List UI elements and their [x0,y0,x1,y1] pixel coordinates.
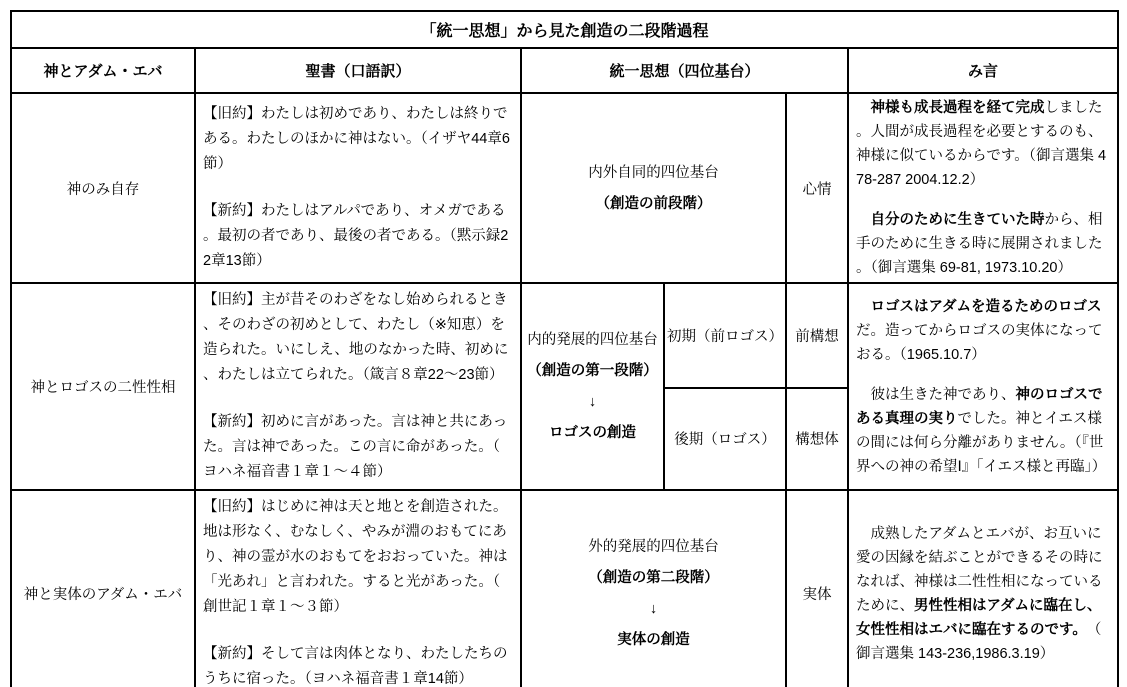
period-cell-early: 初期（前ロゴス） [664,283,786,388]
header-row [11,48,1118,93]
bible-cell-row1: 【旧約】わたしは初めであり、わたしは終りである。わたしのほかに神はない。（イザヤ44章6節） 【新約】わたしはアルパであり、オメガである。最初の者であり、最後の者である。（黙示録22章13節） [195,93,521,283]
stage-cell-pre-concept: 前構想 [786,283,848,388]
header-subject-column: 神とアダム・エバ [11,48,195,93]
row-god-logos-early [11,283,1118,388]
stage-cell-heart: 心情 [786,93,848,283]
row-god-self-existence [11,93,1118,283]
foundation-cell-row2: 内的発展的四位基台 （創造の第一段階） ↓ ロゴスの創造 [521,283,664,490]
table-title: 「統一思想」から見た創造の二段階過程 [11,11,1118,48]
bible-cell-row2: 【旧約】主が昔そのわざをなし始められるとき、そのわざの初めとして、わたし（※知恵）を造られた。いにしえ、地のなかった時、初めに、わたしは立てられた。（箴言８章22～23節） 【新約】初めに言があった。言は神と共にあった。言は神であった。この言に命があった。（ヨハネ福音書１章１～４節） [195,283,521,490]
header-words-column: み言 [848,48,1118,93]
row-label-god-only: 神のみ自存 [11,93,195,283]
title-row [11,11,1118,48]
words-cell-row1: 神様も成長過程を経て完成しました。人間が成長過程を必要とするのも、神様に似ているからです。（御言選集 478-287 2004.12.2） 自分のために生きていた時から、相手のために生きる時に展開されました。（御言選集 69-81, 1973.10.20） [848,93,1118,283]
stage-cell-concept-body: 構想体 [786,388,848,490]
foundation-cell-row3: 外的発展的四位基台 （創造の第二段階） ↓ 実体の創造 [521,490,786,687]
words-cell-row2: ロゴスはアダムを造るためのロゴスだ。造ってからロゴスの実体になっておる。（1965.10.7） 彼は生きた神であり、神のロゴスである真理の実りでした。神とイエス様の間には何ら分離がありません。（『世界への神の希望Ⅰ』「イエス様と再臨」） [848,283,1118,490]
row-god-substantial-adam-eve [11,490,1118,687]
foundation-cell-row1: 内外自同的四位基台 （創造の前段階） [521,93,786,283]
stage-cell-substance: 実体 [786,490,848,687]
header-thought-column: 統一思想（四位基台） [521,48,848,93]
row-label-god-logos: 神とロゴスの二性性相 [11,283,195,490]
header-bible-column: 聖書（口語訳） [195,48,521,93]
words-cell-row3: 成熟したアダムとエバが、お互いに愛の因縁を結ぶことができるその時になれば、神様は二性性相になっているために、男性性相はアダムに臨在し、女性性相はエバに臨在するのです。 （御言選集 143-236,1986.3.19） [848,490,1118,687]
two-stage-creation-table [10,10,1119,687]
bible-cell-row3: 【旧約】はじめに神は天と地とを創造された。地は形なく、むなしく、やみが淵のおもてにあり、神の霊が水のおもてをおおっていた。神は「光あれ」と言われた。すると光があった。（創世記１章１～３節） 【新約】そして言は肉体となり、わたしたちのうちに宿った。（ヨハネ福音書１章14節） [195,490,521,687]
row-label-substantial: 神と実体のアダム・エバ [11,490,195,687]
period-cell-late: 後期（ロゴス） [664,388,786,490]
